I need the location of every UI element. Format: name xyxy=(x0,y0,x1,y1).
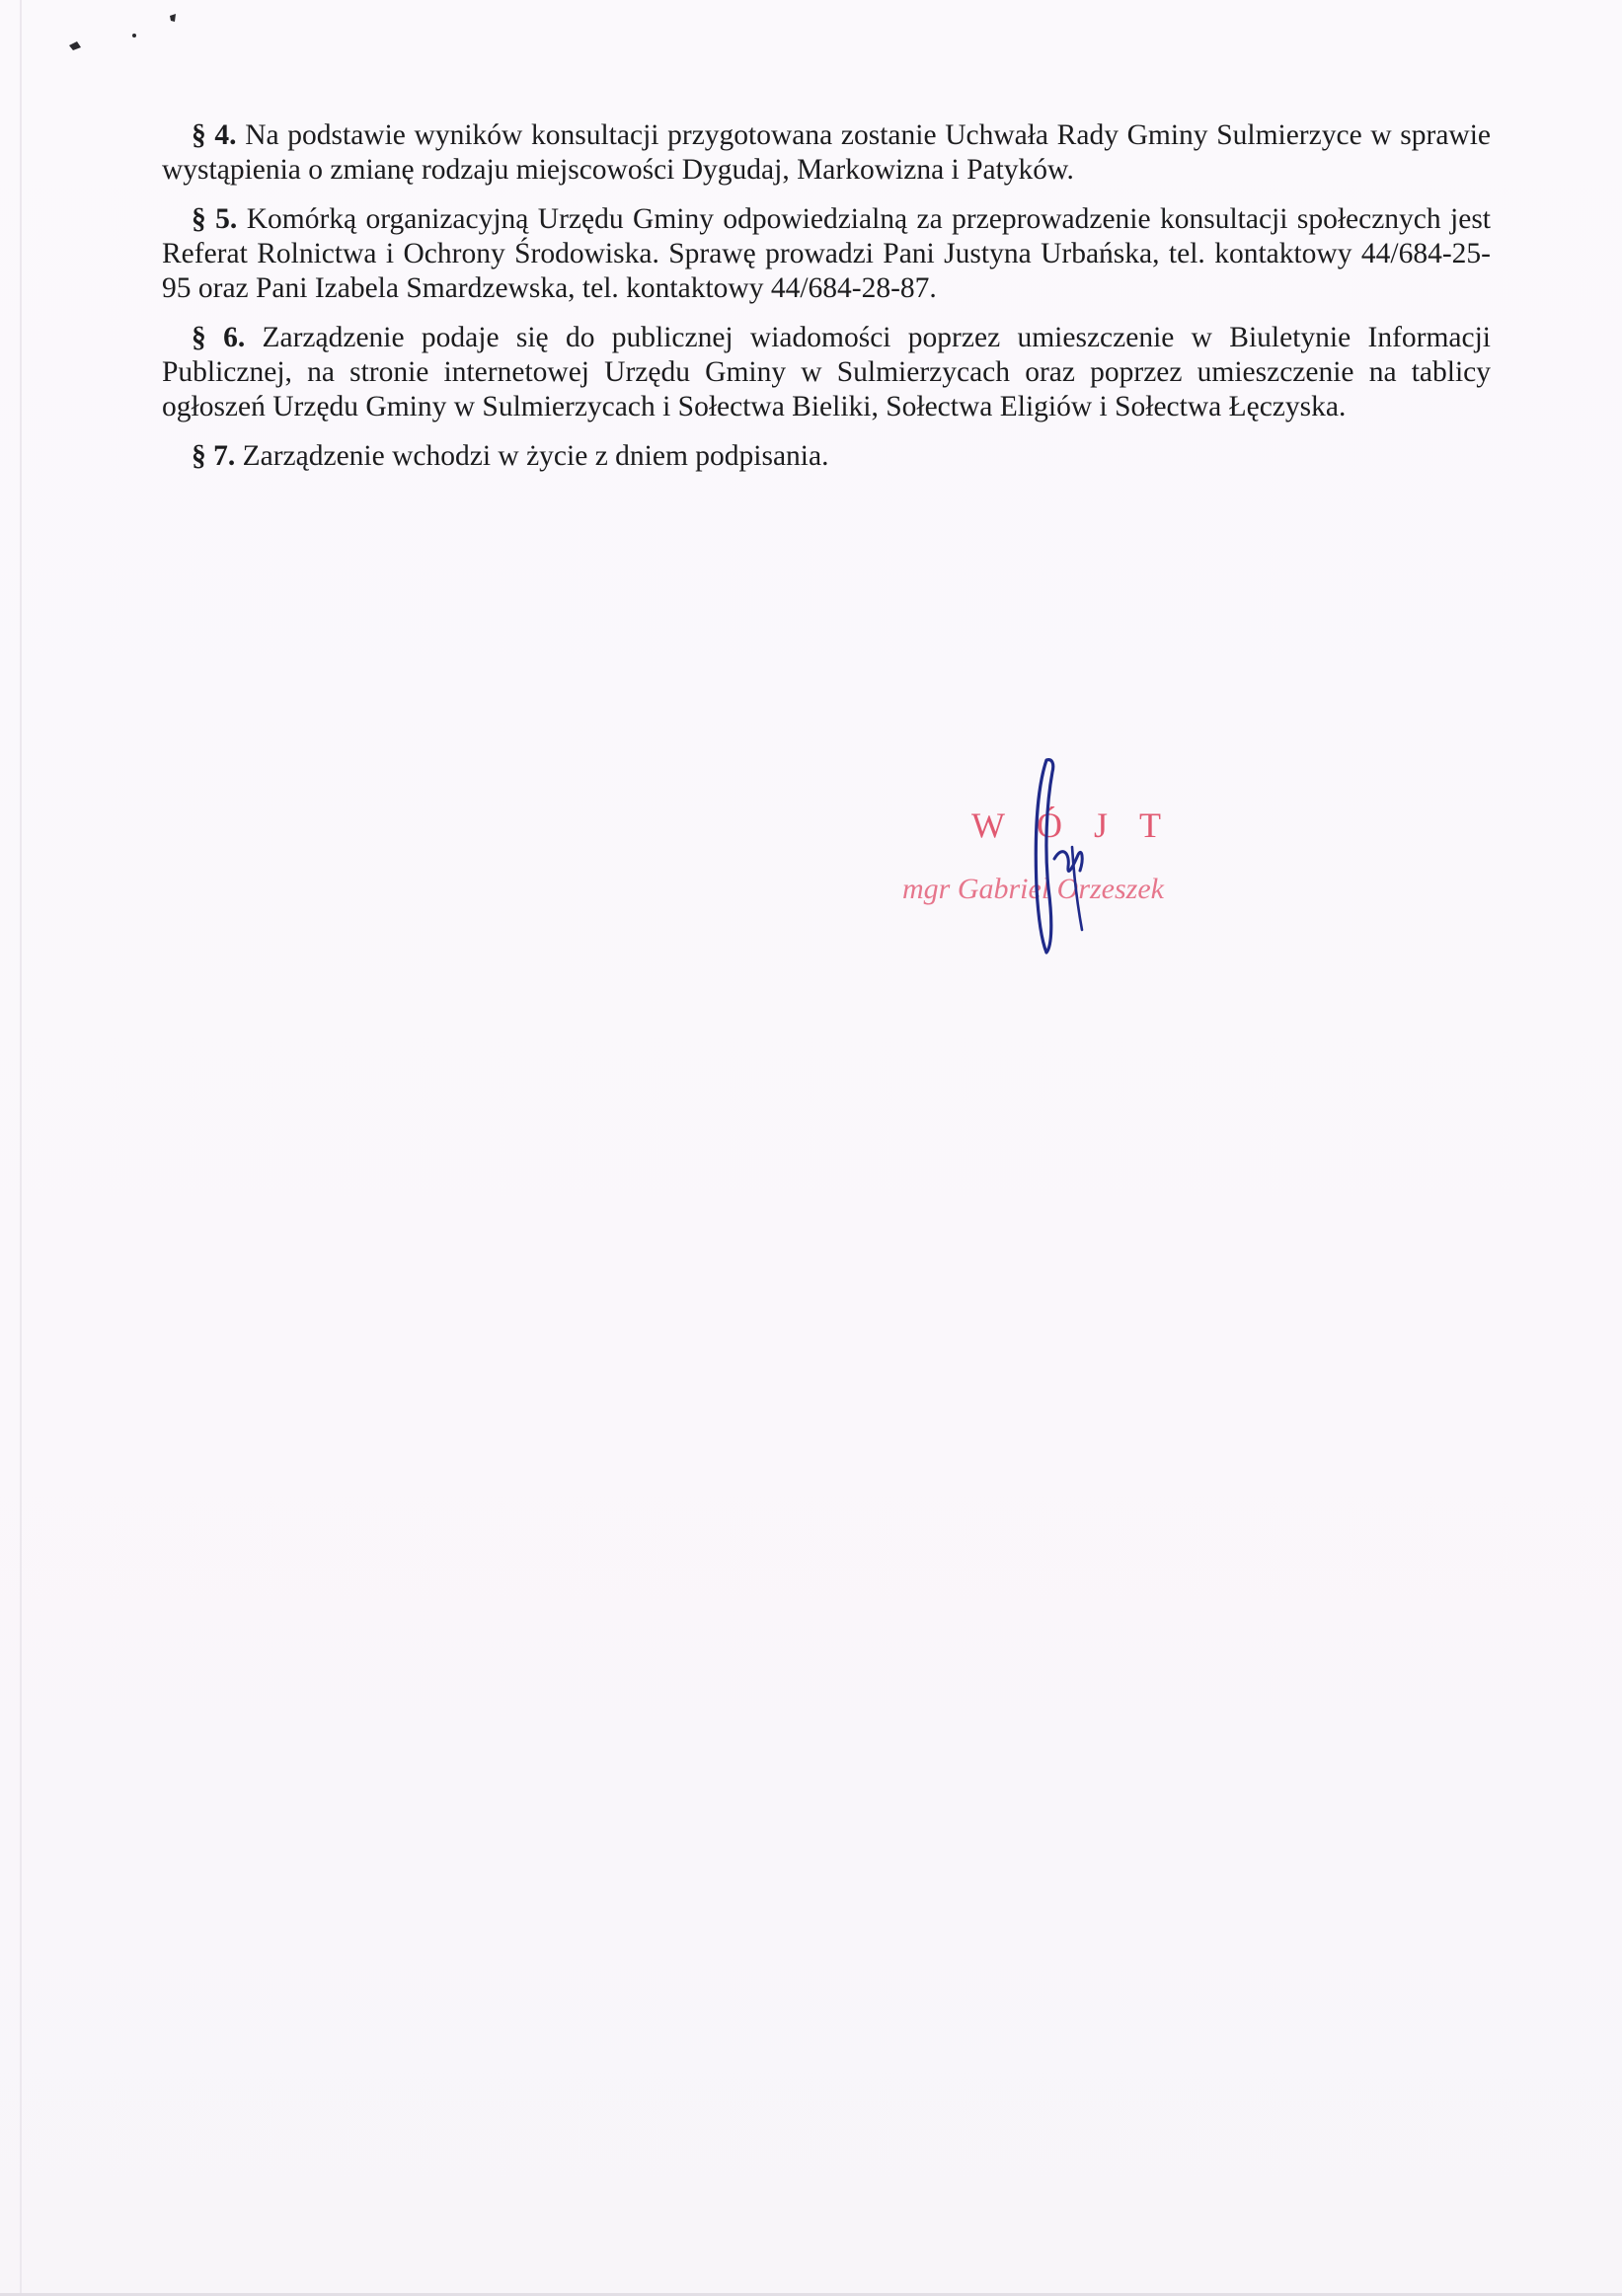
stamp-name: mgr Gabriel Orzeszek xyxy=(902,873,1164,905)
paragraph-symbol: § 6. xyxy=(192,322,246,353)
paragraph-5 xyxy=(162,202,1491,306)
paragraph-symbol: § 5. xyxy=(192,203,238,235)
document-body xyxy=(162,118,1491,489)
paragraph-text: Komórką organizacyjną Urzędu Gminy odpowiedzialną za przeprowadzenie konsultacji społecznych jest Referat Rolnictwa i Ochrony Środowiska. Sprawę prowadzi Pani Justyna Urbańska, tel. kontaktowy 44/684-25-95 oraz Pani Izabela Smardzewska, tel. kontaktowy 44/684-28-87. xyxy=(162,203,1492,304)
scan-specks xyxy=(59,8,197,57)
scan-edge xyxy=(20,0,22,2296)
paragraph-symbol: § 4. xyxy=(192,119,237,151)
paragraph-text: Zarządzenie wchodzi w życie z dniem podpisania. xyxy=(242,440,829,472)
paragraph-4 xyxy=(162,118,1491,188)
stamp-title: WÓJT xyxy=(971,805,1193,845)
signature-stamp xyxy=(888,750,1244,967)
paragraph-text: Zarządzenie podaje się do publicznej wiadomości poprzez umieszczenie w Biuletynie Informacji Publicznej, na stronie internetowej Urzędu Gminy w Sulmierzycach oraz poprzez umieszczenie na tablicy ogłoszeń Urzędu Gminy w Sulmierzycach i Sołectwa Bieliki, Sołectwa Eligiów i Sołectwa Łęczyska. xyxy=(162,322,1491,422)
paragraph-symbol: § 7. xyxy=(192,440,236,472)
paragraph-7 xyxy=(162,439,1491,474)
paragraph-6 xyxy=(162,321,1491,424)
handwritten-signature xyxy=(888,750,1244,967)
paragraph-text: Na podstawie wyników konsultacji przygotowana zostanie Uchwała Rady Gminy Sulmierzyce w sprawie wystąpienia o zmianę rodzaju miejscowości Dygudaj, Markowizna i Patyków. xyxy=(162,119,1492,186)
